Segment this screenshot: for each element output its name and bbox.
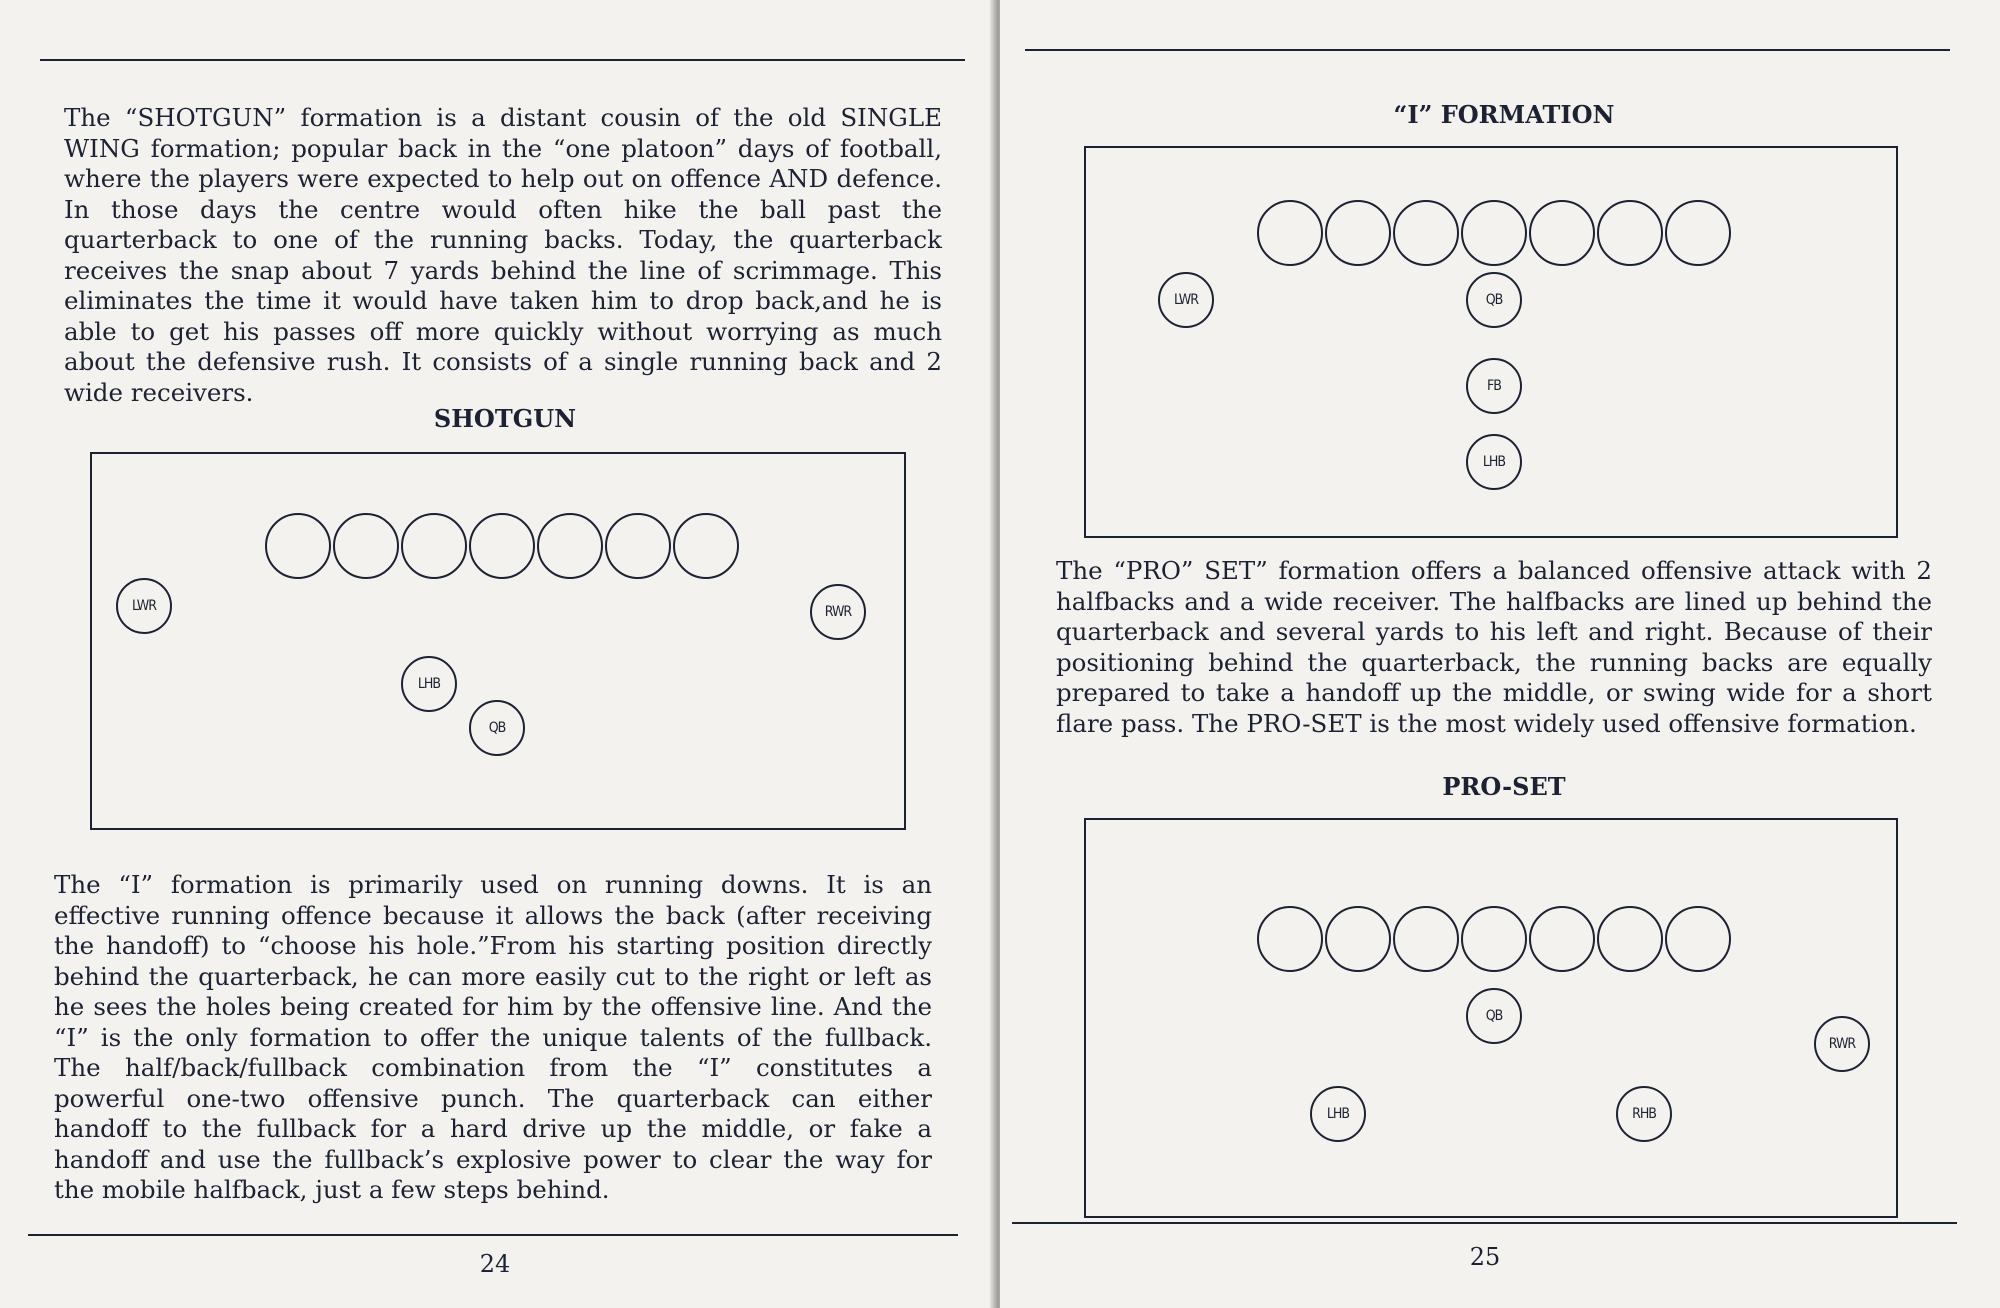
lineman-7: [1665, 200, 1731, 266]
i-formation-description: The “I” formation is primarily used on running downs. It is an effective running offence because it allows the back (after receiving the handoff) to “choose his hole.”From his starting position directly behind the quarterback, he can more easily cut to the right or left as he sees the holes being created for him by the offensive line. And the “I” is the only formation to offer the unique talents of the fullback. The half/back/fullback combination from the “I” constitutes a powerful one-two offensive punch. The quarterback can either handoff to the fullback for a hard drive up the middle, or fake a handoff and use the fullback’s explosive power to clear the way for the mobile halfback, just a few steps behind.: [54, 870, 932, 1204]
bottom-rule: [1012, 1222, 1957, 1224]
lineman-3: [401, 513, 467, 579]
pro-set-heading: PRO-SET: [1442, 772, 1566, 801]
right-page: [1000, 0, 2000, 1308]
i-formation-diagram: [1084, 146, 1898, 538]
i-formation-heading: “I” FORMATION: [1393, 100, 1615, 129]
lineman-2: [333, 513, 399, 579]
lineman-5: [537, 513, 603, 579]
shotgun-description: The “SHOTGUN” formation is a distant cousin of the old SINGLE WING formation; popular back in the “one platoon” days of football, where the players were expected to help out on offence AND defence. In those days the centre would often hike the ball past the quarterback to one of the running backs. Today, the quarterback receives the snap about 7 yards behind the line of scrimmage. This eliminates the time it would have taken him to drop back,and he is able to get his passes off more quickly without worrying as much about the defensive rush. It consists of a single running back and 2 wide receivers.: [64, 103, 942, 407]
pro-set-description: The “PRO” SET” formation offers a balanced offensive attack with 2 halfbacks and a wide receiver. The halfbacks are lined up behind the quarterback and several yards to his left and right. Because of their positioning behind the quarterback, the running backs are equally prepared to take a handoff up the middle, or swing wide for a short flare pass. The PRO-SET is the most widely used offensive formation.: [1056, 556, 1932, 738]
lineman-3: [1393, 200, 1459, 266]
center-lineman: [1461, 200, 1527, 266]
page-number: 25: [1469, 1243, 1501, 1271]
center-lineman: [469, 513, 535, 579]
center-lineman: [1461, 906, 1527, 972]
lineman-1: [265, 513, 331, 579]
pro-set-diagram: [1084, 818, 1898, 1218]
player-qb: QB: [1466, 988, 1522, 1044]
lineman-6: [1597, 200, 1663, 266]
left-page: [0, 0, 994, 1308]
player-rwr: RWR: [810, 584, 866, 640]
lineman-3: [1393, 906, 1459, 972]
player-fb: FB: [1466, 358, 1522, 414]
player-lwr: LWR: [1158, 272, 1214, 328]
lineman-6: [1597, 906, 1663, 972]
player-rhb: RHB: [1616, 1086, 1672, 1142]
player-qb: QB: [469, 700, 525, 756]
player-lwr: LWR: [116, 578, 172, 634]
lineman-1: [1257, 906, 1323, 972]
lineman-1: [1257, 200, 1323, 266]
top-rule: [1025, 49, 1950, 51]
player-lhb: LHB: [401, 656, 457, 712]
player-qb: QB: [1466, 272, 1522, 328]
lineman-5: [1529, 200, 1595, 266]
lineman-2: [1325, 200, 1391, 266]
player-lhb: LHB: [1310, 1086, 1366, 1142]
player-lhb: LHB: [1466, 434, 1522, 490]
lineman-6: [605, 513, 671, 579]
lineman-7: [1665, 906, 1731, 972]
lineman-2: [1325, 906, 1391, 972]
shotgun-diagram: [90, 452, 906, 830]
page-number: 24: [479, 1250, 511, 1278]
shotgun-heading: SHOTGUN: [433, 404, 577, 433]
bottom-rule: [28, 1234, 958, 1236]
top-rule: [40, 59, 965, 61]
player-rwr: RWR: [1814, 1016, 1870, 1072]
lineman-5: [1529, 906, 1595, 972]
lineman-7: [673, 513, 739, 579]
